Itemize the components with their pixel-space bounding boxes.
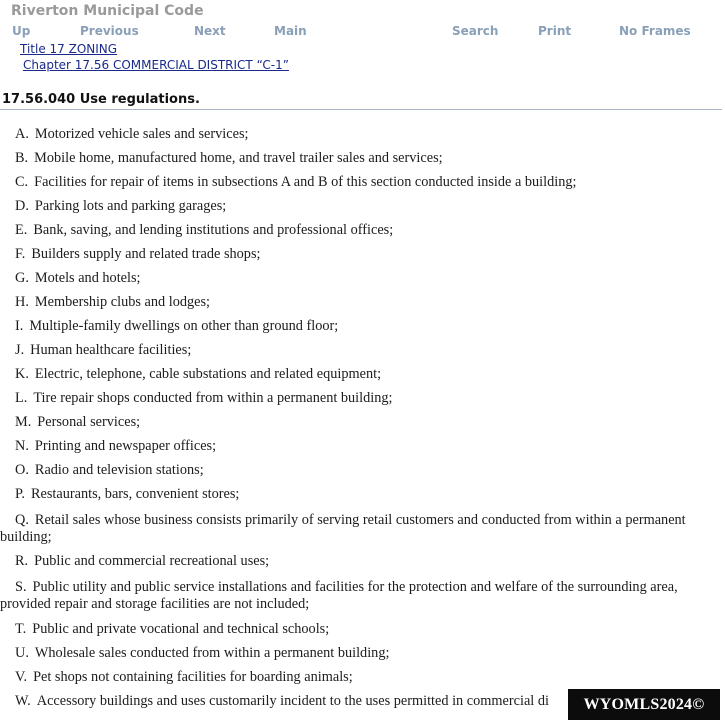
list-item bbox=[0, 645, 722, 662]
item-text: Motels and hotels; bbox=[34, 270, 141, 286]
item-letter: F. bbox=[15, 246, 26, 262]
item-text: Restaurants, bars, convenient stores; bbox=[30, 486, 240, 502]
list-item bbox=[0, 246, 722, 263]
list-item bbox=[0, 270, 722, 287]
item-letter: Q. bbox=[15, 512, 29, 528]
item-letter: O. bbox=[15, 462, 29, 478]
nav-main-link[interactable]: Main bbox=[274, 24, 307, 38]
list-item bbox=[0, 579, 722, 613]
list-item bbox=[0, 390, 722, 407]
item-letter: S. bbox=[15, 579, 27, 595]
list-item bbox=[0, 366, 722, 383]
item-text: Accessory buildings and uses customarily incident to the uses permitted in commercial di bbox=[36, 693, 549, 709]
item-letter: L. bbox=[15, 390, 28, 406]
item-text: Pet shops not containing facilities for boarding animals; bbox=[33, 669, 353, 685]
item-letter: A. bbox=[15, 126, 29, 142]
item-text: Membership clubs and lodges; bbox=[34, 294, 211, 310]
item-text: Builders supply and related trade shops; bbox=[31, 246, 261, 262]
item-letter: I. bbox=[15, 318, 24, 334]
list-item bbox=[0, 621, 722, 638]
item-letter: E. bbox=[15, 222, 28, 238]
list-item bbox=[0, 150, 722, 167]
list-item bbox=[0, 553, 722, 570]
item-letter: B. bbox=[15, 150, 29, 166]
list-item bbox=[0, 318, 722, 335]
item-text: Public utility and public service installations and facilities for the protection and welfare of the surrounding area, provided repair and storage facilities are not included; bbox=[0, 579, 678, 612]
item-letter: W. bbox=[15, 693, 31, 709]
item-letter: V. bbox=[15, 669, 28, 685]
item-letter: D. bbox=[15, 198, 29, 214]
list-item bbox=[0, 486, 722, 503]
copyright-watermark: WYOMLS2024© bbox=[568, 689, 720, 720]
item-text: Retail sales whose business consists primarily of serving retail customers and conducted from within a permanent building; bbox=[0, 512, 686, 545]
item-text: Personal services; bbox=[37, 414, 141, 430]
item-letter: T. bbox=[15, 621, 27, 637]
list-item bbox=[0, 693, 566, 710]
list-item bbox=[0, 126, 722, 143]
item-letter: R. bbox=[15, 553, 29, 569]
list-item bbox=[0, 438, 722, 455]
item-letter: H. bbox=[15, 294, 29, 310]
list-item bbox=[0, 174, 722, 191]
list-item bbox=[0, 512, 722, 546]
item-letter: N. bbox=[15, 438, 29, 454]
nav-no-frames-link[interactable]: No Frames bbox=[619, 24, 691, 38]
breadcrumb-chapter-link[interactable]: Chapter 17.56 COMMERCIAL DISTRICT “C-1” bbox=[23, 58, 289, 72]
breadcrumb-title-link[interactable]: Title 17 ZONING bbox=[20, 42, 118, 56]
list-item bbox=[0, 222, 722, 239]
item-letter: J. bbox=[15, 342, 25, 358]
top-navigation-bar bbox=[0, 0, 725, 45]
list-item bbox=[0, 414, 722, 431]
heading-divider bbox=[0, 109, 722, 110]
item-text: Public and commercial recreational uses; bbox=[34, 553, 270, 569]
list-item bbox=[0, 462, 722, 479]
item-text: Facilities for repair of items in subsections A and B of this section conducted inside a building; bbox=[34, 174, 577, 190]
item-text: Tire repair shops conducted from within a permanent building; bbox=[33, 390, 393, 406]
nav-search-link[interactable]: Search bbox=[452, 24, 499, 38]
item-letter: M. bbox=[15, 414, 32, 430]
item-text: Human healthcare facilities; bbox=[30, 342, 192, 358]
nav-previous-link[interactable]: Previous bbox=[80, 24, 139, 38]
list-item bbox=[0, 198, 722, 215]
item-letter: P. bbox=[15, 486, 25, 502]
nav-up-link[interactable]: Up bbox=[12, 24, 31, 38]
item-text: Wholesale sales conducted from within a permanent building; bbox=[34, 645, 390, 661]
item-text: Motorized vehicle sales and services; bbox=[34, 126, 249, 142]
list-item bbox=[0, 294, 722, 311]
item-letter: G. bbox=[15, 270, 29, 286]
item-text: Mobile home, manufactured home, and travel trailer sales and services; bbox=[34, 150, 443, 166]
section-heading: 17.56.040 Use regulations. bbox=[2, 92, 200, 107]
item-letter: C. bbox=[15, 174, 29, 190]
item-text: Printing and newspaper offices; bbox=[34, 438, 217, 454]
site-title: Riverton Municipal Code bbox=[11, 3, 204, 19]
item-letter: U. bbox=[15, 645, 29, 661]
item-text: Electric, telephone, cable substations and related equipment; bbox=[34, 366, 382, 382]
item-letter: K. bbox=[15, 366, 29, 382]
nav-print-link[interactable]: Print bbox=[538, 24, 572, 38]
item-text: Public and private vocational and technical schools; bbox=[32, 621, 330, 637]
list-item bbox=[0, 669, 722, 686]
list-item bbox=[0, 342, 722, 359]
item-text: Bank, saving, and lending institutions and professional offices; bbox=[33, 222, 394, 238]
item-text: Parking lots and parking garages; bbox=[34, 198, 227, 214]
item-text: Radio and television stations; bbox=[34, 462, 204, 478]
nav-next-link[interactable]: Next bbox=[194, 24, 226, 38]
item-text: Multiple-family dwellings on other than ground floor; bbox=[29, 318, 339, 334]
